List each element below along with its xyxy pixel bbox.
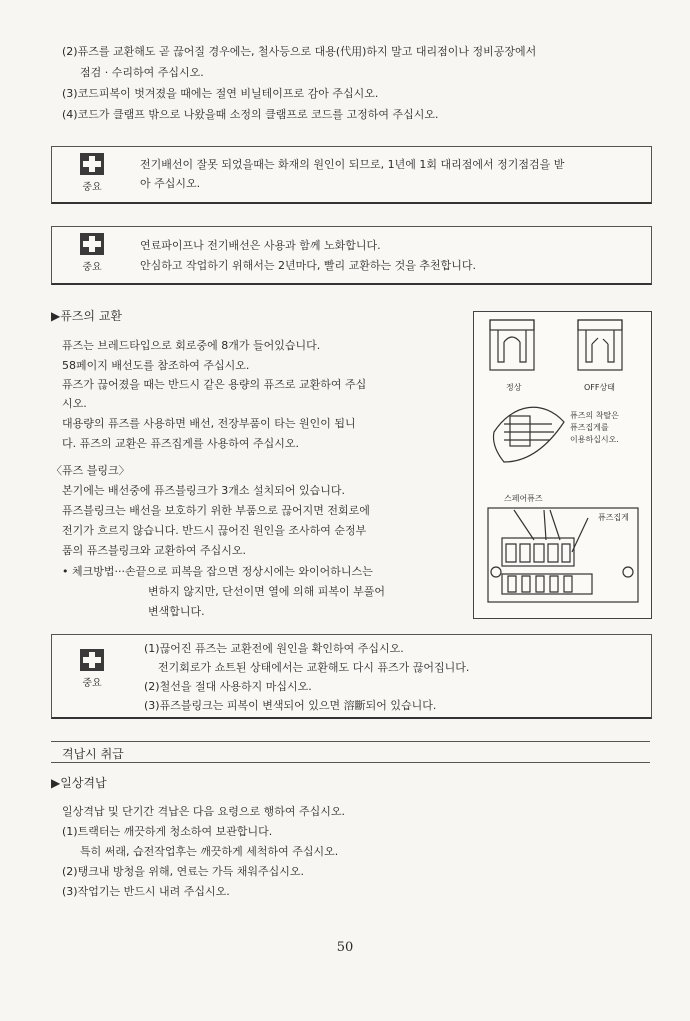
text-line: 본기에는 배선중에 퓨즈블링크가 3개소 설치되어 있습니다. xyxy=(62,484,345,497)
text-line: (3)코드피복이 벗겨졌을 때에는 절연 비닐테이프로 감아 주십시오. xyxy=(62,87,379,100)
notice-text: 안심하고 작업하기 위해서는 2년마다, 빨리 교환하는 것을 추천합니다. xyxy=(140,259,476,272)
caption-spare-fuse: 스페어퓨즈 xyxy=(504,494,543,503)
text-line: (4)코드가 클램프 밖으로 나왔을때 소정의 클램프로 코드를 고정하여 주십시오. xyxy=(62,108,439,121)
text-line: (3)작업기는 반드시 내려 주십시오. xyxy=(62,885,230,898)
section-heading: ▶퓨즈의 교환 xyxy=(51,309,123,323)
fuse-figure xyxy=(473,311,652,619)
notice-text: 전기회로가 쇼트된 상태에서는 교환해도 다시 퓨즈가 끊어집니다. xyxy=(158,661,470,674)
important-cross-icon xyxy=(80,233,104,255)
text-line: (2)퓨즈를 교환해도 곧 끊어질 경우에는, 철사등으로 대용(代用)하지 말고 대리점이나 정비공장에서 xyxy=(62,45,537,58)
caption-normal: 정상 xyxy=(506,383,522,392)
section-heading: ▶일상격납 xyxy=(51,776,107,790)
text-line: (1)트랙터는 깨끗하게 청소하여 보관합니다. xyxy=(62,825,273,838)
text-line: 변색합니다. xyxy=(148,605,205,618)
important-cross-icon xyxy=(80,153,104,175)
notice-text: 연료파이프나 전기배선은 사용과 함께 노화합니다. xyxy=(140,239,381,252)
text-line: 퓨즈가 끊어졌을 때는 반드시 같은 용량의 퓨즈로 교환하여 주십 xyxy=(62,378,367,391)
text-line: 품의 퓨즈블링크와 교환하여 주십시오. xyxy=(62,544,247,557)
important-label: 중요 xyxy=(82,262,102,273)
text-line: 시오. xyxy=(62,397,87,410)
caption-off: OFF상태 xyxy=(584,383,615,392)
text-line: 특히 써래, 습전작업후는 깨끗하게 세척하여 주십시오. xyxy=(80,845,339,858)
divider xyxy=(51,741,650,742)
important-notice-3 xyxy=(51,634,652,719)
important-notice-1 xyxy=(51,146,652,204)
text-line: 다. 퓨즈의 교환은 퓨즈집게를 사용하여 주십시오. xyxy=(62,437,299,450)
text-line: 58페이지 배선도를 참조하여 주십시오. xyxy=(62,359,250,372)
notice-text: (3)퓨즈블링크는 피복이 변색되어 있으면 溶斷되어 있습니다. xyxy=(144,699,437,712)
notice-text: (1)끊어진 퓨즈는 교환전에 원인을 확인하여 주십시오. xyxy=(144,642,404,655)
important-notice-2 xyxy=(51,226,652,285)
text-line: (2)탱크내 방청을 위해, 연료는 가득 채워주십시오. xyxy=(62,865,304,878)
important-label: 중요 xyxy=(82,182,102,193)
notice-text: (2)철선을 절대 사용하지 마십시오. xyxy=(144,680,312,693)
text-line: 퓨즈는 브레드타입으로 회로중에 8개가 들어있습니다. xyxy=(62,339,321,352)
caption-fuse-tongs: 퓨즈집게 xyxy=(598,513,629,522)
text-line: 전기가 흐르지 않습니다. 반드시 끊어진 원인을 조사하여 순정부 xyxy=(62,524,367,537)
notice-text: 아 주십시오. xyxy=(140,177,201,190)
section-title: 격납시 취급 xyxy=(62,747,124,761)
subsection-heading: 〈퓨즈 블링크〉 xyxy=(51,464,130,477)
caption-puller: 이용하십시오. xyxy=(570,435,619,444)
divider xyxy=(51,762,650,763)
text-line: 퓨즈블링크는 배선을 보호하기 위한 부품으로 끊어지면 전회로에 xyxy=(62,504,370,517)
important-label: 중요 xyxy=(82,678,102,689)
text-line: • 체크방법···손끝으로 피복을 잡으면 정상시에는 와이어하니스는 xyxy=(62,565,373,578)
important-cross-icon xyxy=(80,649,104,671)
notice-text: 전기배선이 잘못 되었을때는 화재의 원인이 되므로, 1년에 1회 대리점에서 정기점검을 받 xyxy=(140,158,565,171)
text-line: 변하지 않지만, 단선이면 열에 의해 피복이 부풀어 xyxy=(148,585,385,598)
caption-puller: 퓨즈의 착탈은 xyxy=(570,411,619,420)
text-line: 점검 · 수리하여 주십시오. xyxy=(80,66,204,79)
page-number: 50 xyxy=(336,940,354,955)
fuse-illustration xyxy=(474,312,651,618)
text-line: 대용량의 퓨즈를 사용하면 배선, 전장부품이 타는 원인이 됩니 xyxy=(62,417,356,430)
caption-puller: 퓨즈집게를 xyxy=(570,423,609,432)
text-line: 일상격납 및 단기간 격납은 다음 요령으로 행하여 주십시오. xyxy=(62,805,345,818)
